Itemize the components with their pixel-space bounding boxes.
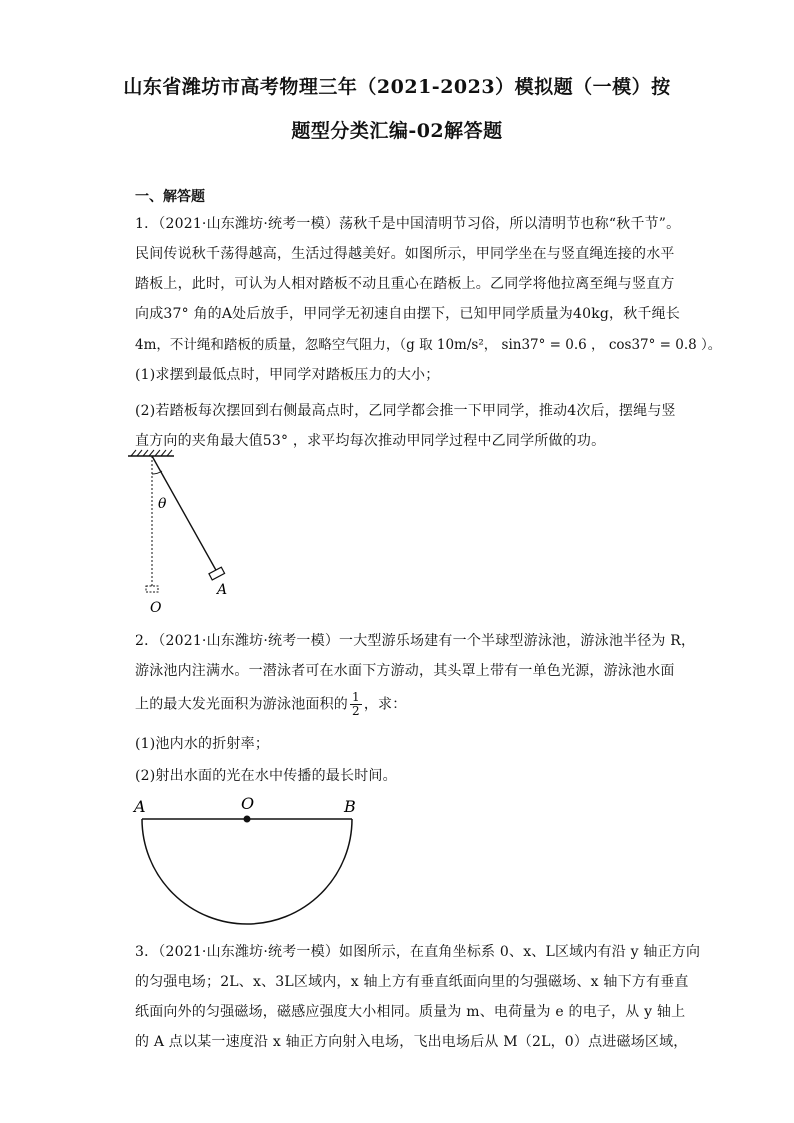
theta-label: θ	[158, 496, 167, 512]
q1-subquestion-1: (1)求摆到最低点时，甲同学对踏板压力的大小；	[135, 367, 440, 383]
q3-line-4: 的 A 点以某一速度沿 x 轴正方向射入电场，飞出电场后从 M（2L，0）点进磁场区域，	[135, 1034, 688, 1050]
point-o-label: O	[150, 600, 162, 616]
point-a-label: A	[134, 797, 146, 816]
document-title-line-2: 题型分类汇编-02解答题	[291, 120, 503, 142]
point-a-label: A	[217, 582, 228, 598]
q2-line-1: 2．（2021·山东潍坊·统考一模）一大型游乐场建有一个半球型游泳池，游泳池半径为 R，	[135, 633, 696, 649]
fraction-denominator: 2	[352, 704, 360, 718]
q2-line-3	[135, 691, 406, 718]
q1-line-1: 1．（2021·山东潍坊·统考一模）荡秋千是中国清明节习俗，所以清明节也称“秋千节”。	[135, 216, 681, 232]
q1-subquestion-2-line-2: 直方向的夹角最大值53° ，求平均每次推动甲同学过程中乙同学所做的功。	[135, 433, 606, 449]
q1-line-4: 向成37° 角的A处后放手，甲同学无初速自由摆下，已知甲同学质量为40kg，秋千绳长	[135, 306, 681, 322]
dashed-board-at-o	[146, 586, 158, 592]
one-half-fraction	[350, 691, 362, 718]
center-point-o	[244, 816, 251, 823]
q1-line-5: 4m，不计绳和踏板的质量，忽略空气阻力，（g 取 10m/s²， sin37° = 0.6 ， cos37° = 0.8 ）。	[135, 337, 722, 353]
q2-subquestion-2: (2)射出水面的光在水中传播的最长时间。	[135, 768, 397, 784]
hemisphere-arc	[142, 819, 352, 924]
document-title-line-1: 山东省潍坊市高考物理三年（2021-2023）模拟题（一模）按	[123, 76, 671, 98]
q2-line-3-end: ，求：	[363, 696, 407, 713]
section-heading: 一、解答题	[135, 189, 205, 205]
swing-board	[209, 567, 225, 580]
q2-line-3-text: 上的最大发光面积为游泳池面积的	[135, 696, 348, 713]
q1-subquestion-2-line-1: (2)若踏板每次摆回到右侧最高点时，乙同学都会推一下甲同学，推动4次后，摆绳与竖	[135, 403, 676, 419]
point-o-label: O	[241, 794, 255, 813]
swing-rope	[152, 456, 217, 572]
ceiling-hatching	[131, 450, 172, 456]
q1-line-3: 踏板上，此时，可认为人相对踏板不动且重心在踏板上。乙同学将他拉离至绳与竖直方	[135, 276, 675, 292]
q1-line-2: 民间传说秋千荡得越高，生活过得越美好。如图所示，甲同学坐在与竖直绳连接的水平	[135, 246, 675, 262]
q2-subquestion-1: (1)池内水的折射率；	[135, 736, 270, 752]
fraction-numerator: 1	[352, 690, 360, 704]
q3-line-3: 纸面向外的匀强磁场，磁感应强度大小相同。质量为 m、电荷量为 e 的电子，从 y 轴上	[135, 1004, 686, 1020]
q2-line-2: 游泳池内注满水。一潜泳者可在水面下方游动，其头罩上带有一单色光源，游泳池水面	[135, 663, 675, 679]
hemisphere-pool-figure	[130, 792, 370, 932]
q3-line-2: 的匀强电场；2L、x、3L区域内，x 轴上方有垂直纸面向里的匀强磁场、x 轴下方有垂直	[135, 974, 689, 990]
q3-line-1: 3．（2021·山东潍坊·统考一模）如图所示，在直角坐标系 0、x、L区域内有沿 y 轴正方向	[135, 944, 701, 960]
pendulum-figure	[120, 448, 250, 620]
point-b-label: B	[344, 797, 356, 816]
